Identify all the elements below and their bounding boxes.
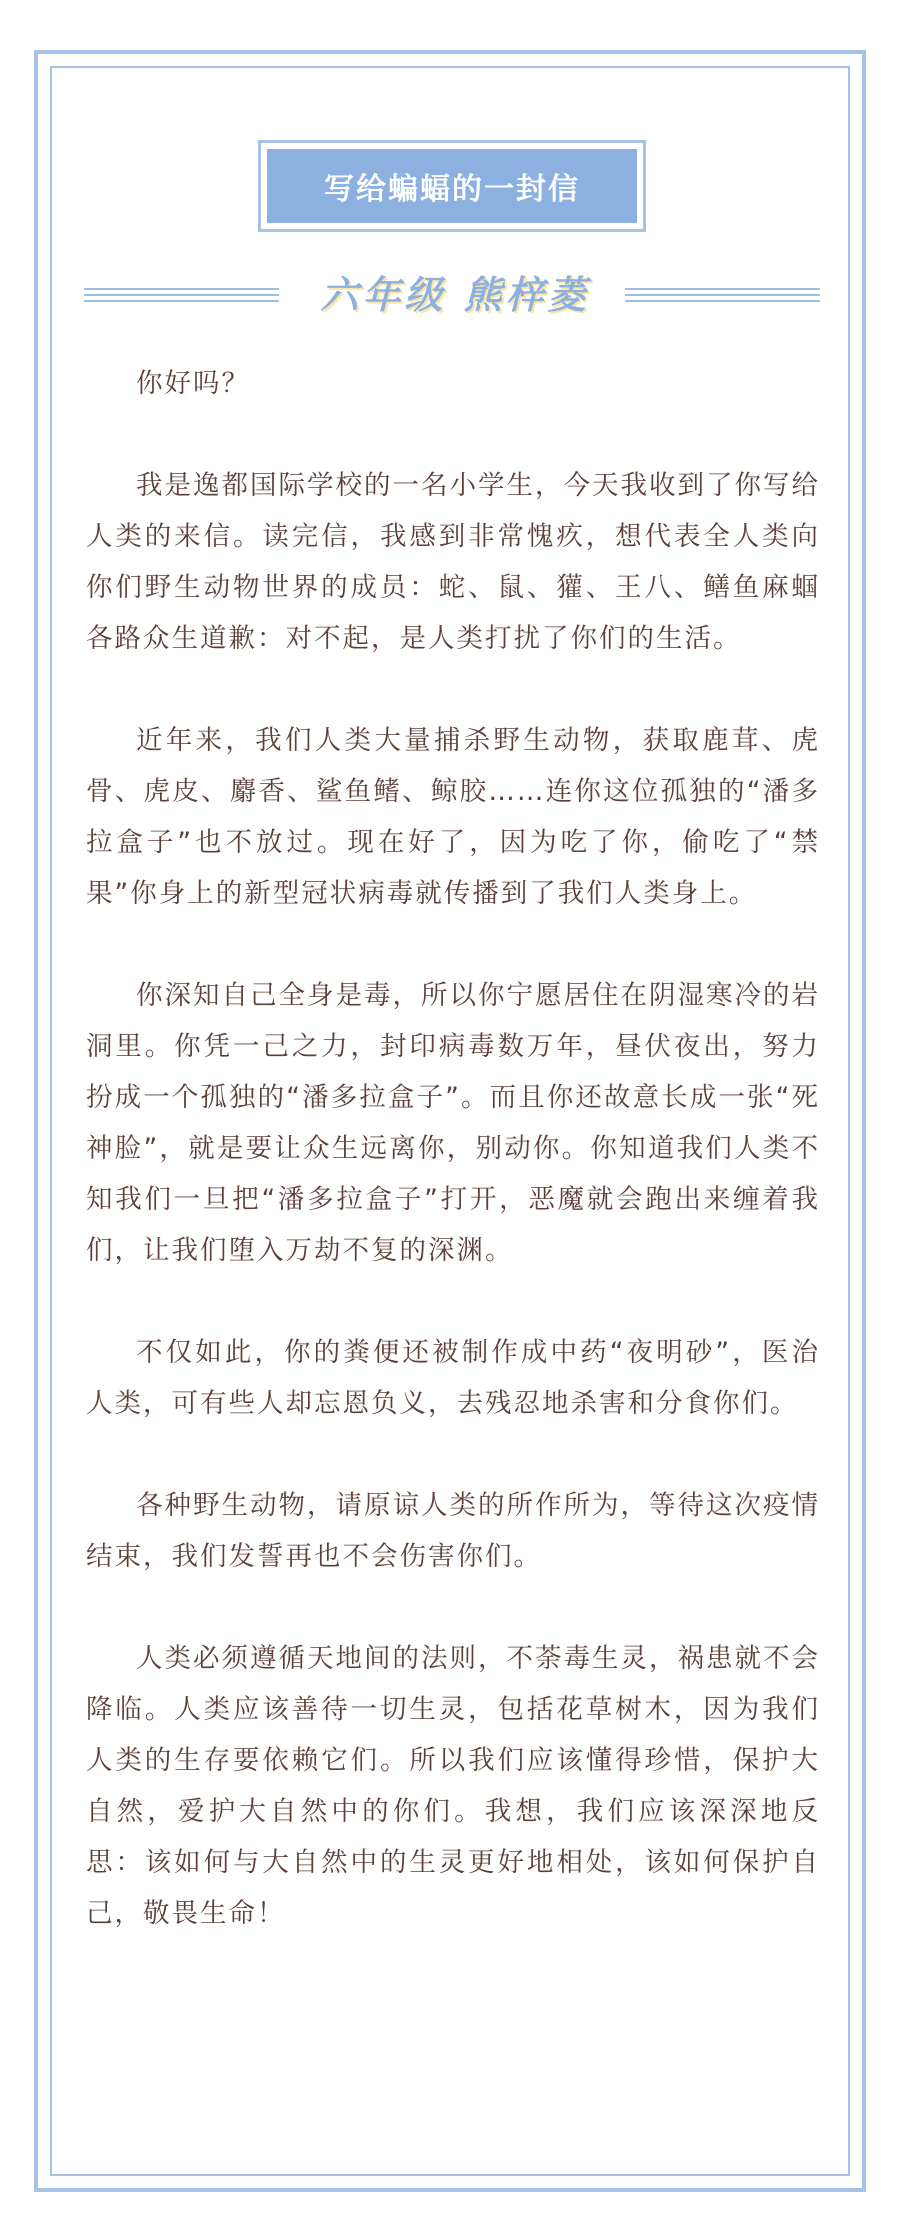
greeting: 你好吗？: [136, 368, 250, 399]
letter-title: 写给蝙蝠的一封信: [324, 172, 580, 207]
left-decorative-rule: [84, 288, 279, 302]
paragraph-5: 各种野生动物，请原谅人类的所作所为，等待这次疫情结束，我们发誓再也不会伤害你们。: [86, 1490, 820, 1572]
author-byline: 六年级 熊梓菱: [320, 273, 590, 317]
paragraph-3: 你深知自己全身是毒，所以你宁愿居住在阴湿寒冷的岩洞里。你凭一己之力，封印病毒数万年，昼伏夜出，努力扮成一个孤独的“潘多拉盒子”。而且你还故意长成一张“死神脸”，就是要让众生远离你，别动你。你知道我们人类不知我们一旦把“潘多拉盒子”打开，恶魔就会跑出来缠着我们，让我们堕入万劫不复的深渊。: [86, 980, 820, 1266]
letter-body: [86, 358, 820, 1939]
title-banner: [267, 149, 637, 223]
paragraph-4: 不仅如此，你的粪便还被制作成中药“夜明砂”，医治人类，可有些人却忘恩负义，去残忍地杀害和分食你们。: [86, 1337, 820, 1419]
paragraph-1: 我是逸都国际学校的一名小学生，今天我收到了你写给人类的来信。读完信，我感到非常愧疚，想代表全人类向你们野生动物世界的成员：蛇、鼠、獾、王八、鳝鱼麻蝈各路众生道歉：对不起，是人类打扰了你们的生活。: [86, 470, 820, 654]
right-decorative-rule: [625, 288, 820, 302]
byline-row: [80, 270, 820, 320]
paragraph-2: 近年来，我们人类大量捕杀野生动物，获取鹿茸、虎骨、虎皮、麝香、鲨鱼鳍、鲸胶……连你这位孤独的“潘多拉盒子”也不放过。现在好了，因为吃了你，偷吃了“禁果”你身上的新型冠状病毒就传播到了我们人类身上。: [86, 725, 820, 909]
paragraph-6: 人类必须遵循天地间的法则，不荼毒生灵，祸患就不会降临。人类应该善待一切生灵，包括花草树木，因为我们人类的生存要依赖它们。所以我们应该懂得珍惜，保护大自然，爱护大自然中的你们。我想，我们应该深深地反思：该如何与大自然中的生灵更好地相处，该如何保护自己，敬畏生命！: [86, 1643, 820, 1929]
title-box: [258, 140, 646, 232]
